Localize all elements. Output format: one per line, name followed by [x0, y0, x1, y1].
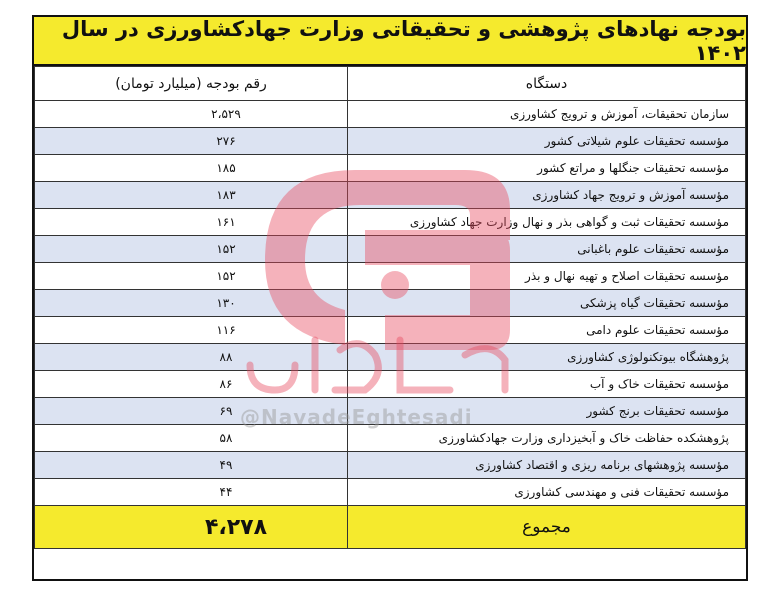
total-row [35, 506, 746, 549]
budget-value: ۱۸۵ [35, 155, 348, 182]
table-row [35, 209, 746, 236]
budget-value: ۶۹ [35, 398, 348, 425]
budget-table [34, 66, 746, 549]
institution-name: مؤسسه تحقیقات برنج کشور [348, 398, 746, 425]
budget-value: ۱۱۶ [35, 317, 348, 344]
table-body [35, 101, 746, 506]
header-institution: دستگاه [348, 67, 746, 101]
table-row [35, 344, 746, 371]
institution-name: مؤسسه تحقیقات خاک و آب [348, 371, 746, 398]
header-row [35, 67, 746, 101]
institution-name: مؤسسه تحقیقات علوم دامی [348, 317, 746, 344]
table-row [35, 155, 746, 182]
budget-value: ۴۴ [35, 479, 348, 506]
budget-value: ۱۵۲ [35, 236, 348, 263]
budget-value: ۱۸۳ [35, 182, 348, 209]
table-row [35, 182, 746, 209]
institution-name: مؤسسه تحقیقات اصلاح و تهیه نهال و بذر [348, 263, 746, 290]
table-row [35, 128, 746, 155]
institution-name: سازمان تحقیقات، آموزش و ترویج کشاورزی [348, 101, 746, 128]
table-row [35, 425, 746, 452]
table-title: بودجه نهادهای پژوهشی و تحقیقاتی وزارت جهادکشاورزی در سال ۱۴۰۲ [34, 17, 746, 66]
budget-value: ۲،۵۲۹ [35, 101, 348, 128]
budget-value: ۸۸ [35, 344, 348, 371]
table-row [35, 101, 746, 128]
total-value: ۴،۲۷۸ [35, 506, 348, 549]
watermark-handle: @NavadeEghtesadi [240, 405, 473, 429]
table-row [35, 479, 746, 506]
institution-name: پژوهشکده حفاظت خاک و آبخیزداری وزارت جهادکشاورزی [348, 425, 746, 452]
institution-name: مؤسسه آموزش و ترویج جهاد کشاورزی [348, 182, 746, 209]
institution-name: مؤسسه پژوهشهای برنامه ریزی و اقتصاد کشاورزی [348, 452, 746, 479]
budget-value: ۱۵۲ [35, 263, 348, 290]
institution-name: مؤسسه تحقیقات جنگلها و مراتع کشور [348, 155, 746, 182]
institution-name: مؤسسه تحقیقات فنی و مهندسی کشاورزی [348, 479, 746, 506]
table-row [35, 398, 746, 425]
table-row [35, 317, 746, 344]
header-budget: رقم بودجه (میلیارد تومان) [35, 67, 348, 101]
institution-name: مؤسسه تحقیقات علوم شیلاتی کشور [348, 128, 746, 155]
institution-name: مؤسسه تحقیقات علوم باغبانی [348, 236, 746, 263]
budget-value: ۴۹ [35, 452, 348, 479]
institution-name: مؤسسه تحقیقات گیاه پزشکی [348, 290, 746, 317]
institution-name: مؤسسه تحقیقات ثبت و گواهی بذر و نهال وزارت جهاد کشاورزی [348, 209, 746, 236]
table-row [35, 236, 746, 263]
budget-value: ۸۶ [35, 371, 348, 398]
table-row [35, 290, 746, 317]
budget-value: ۱۳۰ [35, 290, 348, 317]
budget-table-frame [32, 15, 748, 581]
table-row [35, 263, 746, 290]
table-row [35, 371, 746, 398]
budget-value: ۲۷۶ [35, 128, 348, 155]
budget-value: ۵۸ [35, 425, 348, 452]
institution-name: پژوهشگاه بیوتکنولوژی کشاورزی [348, 344, 746, 371]
total-label: مجموع [348, 506, 746, 549]
budget-value: ۱۶۱ [35, 209, 348, 236]
table-row [35, 452, 746, 479]
